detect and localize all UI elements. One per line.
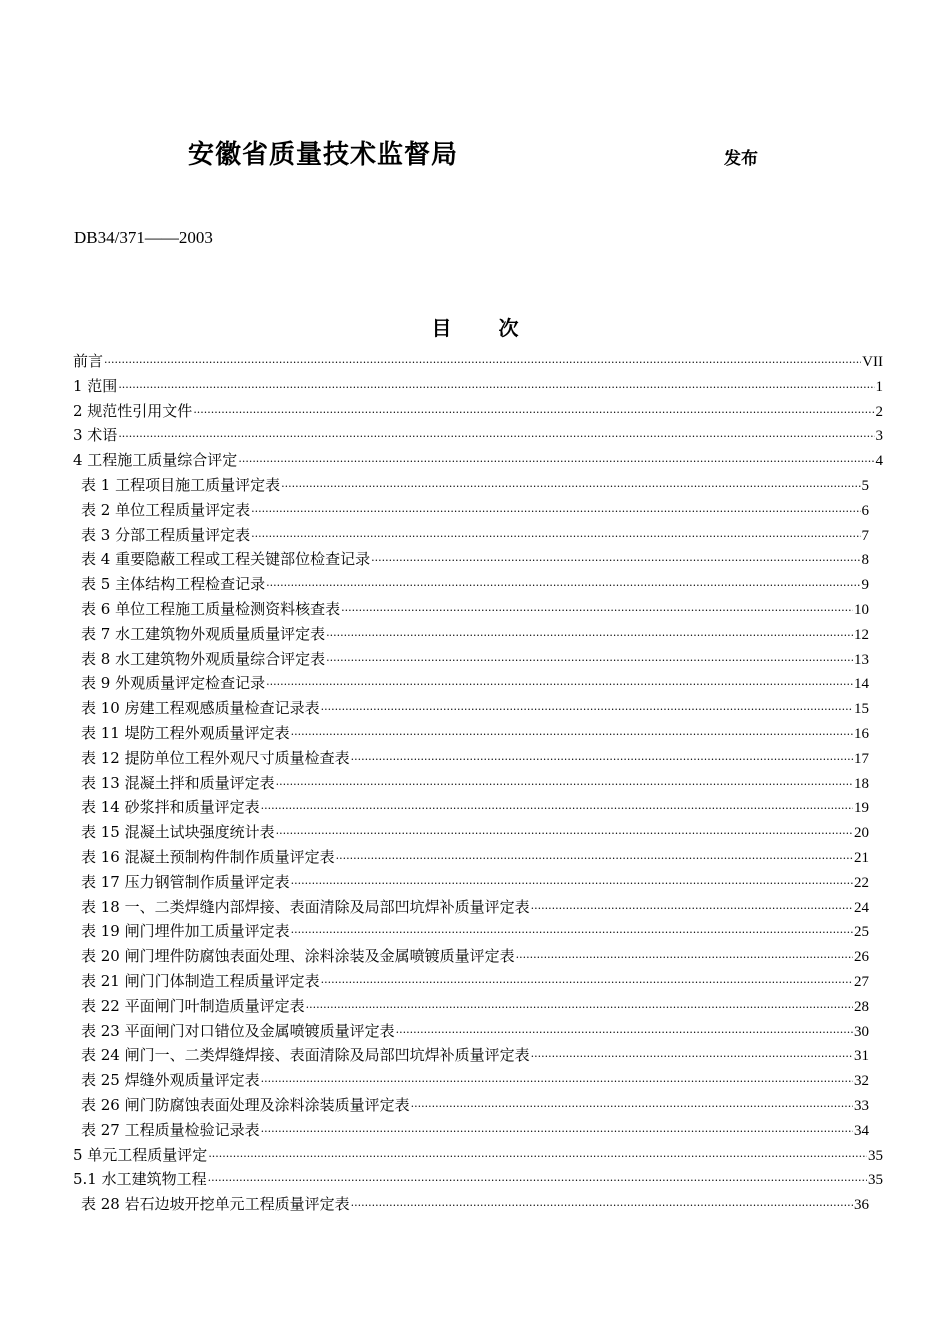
toc-entry-page: 17: [854, 750, 869, 767]
toc-leader-dots: [326, 624, 853, 647]
toc-leader-dots: [291, 872, 853, 895]
toc-entry-label: 表 20 闸门埋件防腐蚀表面处理、涂料涂装及金属喷镀质量评定表: [81, 947, 515, 966]
toc-leader-dots: [261, 1070, 853, 1093]
toc-leader-dots: [276, 822, 853, 845]
toc-entry[interactable]: [73, 1192, 869, 1217]
toc-entry-page: 33: [854, 1097, 869, 1114]
toc-leader-dots: [193, 401, 874, 424]
toc-entry[interactable]: [73, 523, 869, 548]
toc-leader-dots: [531, 1045, 853, 1068]
toc-leader-dots: [531, 897, 853, 920]
toc-entry-page: 16: [854, 725, 869, 742]
toc-entry[interactable]: [73, 399, 883, 424]
toc-entry-label: 表 6 单位工程施工质量检测资料核查表: [81, 599, 341, 618]
toc-entry-label: 表 4 重要隐蔽工程或工程关键部位检查记录: [81, 550, 371, 569]
table-of-contents: [73, 349, 883, 1217]
toc-leader-dots: [276, 773, 853, 796]
toc-entry-label: 表 15 混凝土试块强度统计表: [81, 823, 275, 842]
toc-entry[interactable]: [73, 820, 869, 845]
toc-entry-label: 表 16 混凝土预制构件制作质量评定表: [81, 847, 335, 866]
toc-leader-dots: [291, 921, 853, 944]
toc-leader-dots: [266, 574, 860, 597]
toc-entry-page: 25: [854, 924, 869, 941]
toc-leader-dots: [321, 971, 853, 994]
toc-leader-dots: [291, 723, 853, 746]
toc-entry-page: 36: [854, 1197, 869, 1214]
publish-label: 发布: [724, 149, 758, 169]
toc-entry-label: 表 9 外观质量评定检查记录: [81, 674, 266, 693]
toc-entry[interactable]: [73, 597, 869, 622]
toc-entry[interactable]: [73, 1068, 869, 1093]
toc-entry-page: 35: [868, 1172, 883, 1189]
toc-leader-dots: [118, 425, 874, 448]
toc-entry-page: 22: [854, 874, 869, 891]
toc-leader-dots: [371, 549, 860, 572]
toc-leader-dots: [326, 649, 853, 672]
toc-leader-dots: [261, 1120, 853, 1143]
toc-entry[interactable]: [73, 721, 869, 746]
toc-entry-page: 20: [854, 825, 869, 842]
toc-entry-page: 5: [861, 477, 869, 494]
toc-entry-page: 34: [854, 1122, 869, 1139]
toc-entry-label: 表 23 平面闸门对口错位及金属喷镀质量评定表: [81, 1021, 395, 1040]
toc-entry-label: 表 11 堤防工程外观质量评定表: [81, 723, 290, 742]
toc-entry-label: 3 术语: [73, 426, 118, 445]
toc-leader-dots: [251, 525, 860, 548]
toc-leader-dots: [321, 698, 853, 721]
toc-entry-label: 表 21 闸门门体制造工程质量评定表: [81, 971, 320, 990]
toc-entry-label: 表 8 水工建筑物外观质量综合评定表: [81, 649, 326, 668]
toc-entry-page: 19: [854, 800, 869, 817]
toc-entry[interactable]: [73, 572, 869, 597]
toc-entry[interactable]: [73, 671, 869, 696]
toc-entry-page: VII: [862, 354, 883, 370]
toc-leader-dots: [251, 500, 860, 523]
toc-entry-page: 13: [854, 651, 869, 668]
toc-entry[interactable]: [73, 1143, 883, 1168]
toc-entry-label: 表 24 闸门一、二类焊缝焊接、表面清除及局部凹坑焊补质量评定表: [81, 1046, 530, 1065]
toc-entry[interactable]: [73, 423, 883, 448]
toc-entry-page: 7: [861, 527, 869, 544]
document-number: DB34/371——2003: [74, 228, 213, 247]
toc-entry[interactable]: [73, 473, 869, 498]
toc-entry[interactable]: [73, 1167, 883, 1192]
toc-entry[interactable]: [73, 622, 869, 647]
toc-entry-label: 表 10 房建工程观感质量检查记录表: [81, 699, 320, 718]
toc-leader-dots: [104, 351, 861, 374]
toc-entry-label: 表 2 单位工程质量评定表: [81, 500, 251, 519]
toc-entry-label: 1 范围: [73, 376, 118, 395]
toc-entry[interactable]: [73, 771, 869, 796]
toc-entry-page: 32: [854, 1073, 869, 1090]
toc-entry[interactable]: [73, 1093, 869, 1118]
toc-entry-page: 24: [854, 899, 869, 916]
toc-entry-page: 12: [854, 626, 869, 643]
toc-entry[interactable]: [73, 448, 883, 473]
toc-entry-page: 18: [854, 775, 869, 792]
toc-entry-page: 4: [875, 453, 883, 470]
toc-leader-dots: [341, 599, 853, 622]
toc-entry-page: 14: [854, 676, 869, 693]
toc-entry[interactable]: [73, 547, 869, 572]
toc-entry[interactable]: [73, 746, 869, 771]
toc-leader-dots: [516, 946, 853, 969]
toc-entry[interactable]: [73, 795, 869, 820]
toc-leader-dots: [351, 1194, 853, 1217]
toc-entry-label: 表 25 焊缝外观质量评定表: [81, 1071, 260, 1090]
toc-entry[interactable]: [73, 870, 869, 895]
toc-entry-page: 6: [861, 502, 869, 519]
toc-entry-label: 表 26 闸门防腐蚀表面处理及涂料涂装质量评定表: [81, 1095, 410, 1114]
toc-entry-label: 5.1 水工建筑物工程: [73, 1170, 207, 1189]
toc-leader-dots: [261, 797, 853, 820]
toc-entry[interactable]: [73, 845, 869, 870]
toc-entry-label: 2 规范性引用文件: [73, 401, 193, 420]
toc-entry-label: 表 3 分部工程质量评定表: [81, 525, 251, 544]
toc-entry[interactable]: [73, 498, 869, 523]
toc-entry-label: 表 17 压力钢管制作质量评定表: [81, 872, 290, 891]
toc-entry-label: 表 14 砂浆拌和质量评定表: [81, 798, 260, 817]
toc-leader-dots: [306, 996, 853, 1019]
toc-entry[interactable]: [73, 349, 883, 374]
toc-entry-page: 26: [854, 949, 869, 966]
toc-entry[interactable]: [73, 919, 869, 944]
toc-leader-dots: [281, 475, 860, 498]
toc-leader-dots: [411, 1095, 853, 1118]
toc-leader-dots: [396, 1021, 853, 1044]
toc-entry[interactable]: [73, 994, 869, 1019]
toc-title: 目 次: [431, 316, 519, 340]
toc-entry[interactable]: [73, 944, 869, 969]
toc-entry-label: 5 单元工程质量评定: [73, 1145, 208, 1164]
toc-entry-page: 8: [861, 552, 869, 569]
toc-entry-page: 27: [854, 973, 869, 990]
toc-leader-dots: [266, 673, 853, 696]
toc-entry-page: 30: [854, 1023, 869, 1040]
toc-leader-dots: [336, 847, 853, 870]
toc-leader-dots: [351, 748, 853, 771]
toc-entry[interactable]: [73, 969, 869, 994]
toc-entry-label: 表 28 岩石边坡开挖单元工程质量评定表: [81, 1195, 350, 1214]
toc-leader-dots: [238, 450, 874, 473]
toc-entry-page: 1: [875, 378, 883, 395]
toc-entry[interactable]: [73, 1019, 869, 1044]
toc-entry-label: 表 27 工程质量检验记录表: [81, 1120, 260, 1139]
toc-entry-label: 前言: [73, 352, 104, 370]
toc-entry-page: 3: [875, 428, 883, 445]
toc-entry-page: 9: [861, 577, 869, 594]
toc-entry-label: 表 22 平面闸门叶制造质量评定表: [81, 996, 305, 1015]
toc-entry-page: 28: [854, 998, 869, 1015]
toc-entry-page: 35: [868, 1147, 883, 1164]
toc-entry-label: 表 18 一、二类焊缝内部焊接、表面清除及局部凹坑焊补质量评定表: [81, 897, 530, 916]
toc-entry-page: 15: [854, 701, 869, 718]
toc-entry-label: 表 1 工程项目施工质量评定表: [81, 475, 281, 494]
toc-leader-dots: [208, 1169, 867, 1192]
issuer-name: 安徽省质量技术监督局: [188, 140, 459, 170]
toc-entry[interactable]: [73, 647, 869, 672]
toc-entry-label: 表 12 提防单位工程外观尺寸质量检查表: [81, 748, 350, 767]
toc-entry-label: 表 7 水工建筑物外观质量质量评定表: [81, 624, 326, 643]
toc-entry-page: 31: [854, 1048, 869, 1065]
toc-entry-page: 21: [854, 849, 869, 866]
toc-leader-dots: [118, 376, 874, 399]
toc-entry[interactable]: [73, 895, 869, 920]
toc-entry[interactable]: [73, 696, 869, 721]
toc-entry-page: 10: [854, 601, 869, 618]
toc-entry[interactable]: [73, 374, 883, 399]
toc-entry-label: 表 5 主体结构工程检查记录: [81, 575, 266, 594]
toc-entry[interactable]: [73, 1043, 869, 1068]
toc-entry[interactable]: [73, 1118, 869, 1143]
toc-entry-label: 表 13 混凝土拌和质量评定表: [81, 773, 275, 792]
toc-entry-label: 表 19 闸门埋件加工质量评定表: [81, 922, 290, 941]
toc-entry-label: 4 工程施工质量综合评定: [73, 451, 238, 470]
toc-leader-dots: [208, 1145, 867, 1168]
toc-entry-page: 2: [875, 403, 883, 420]
